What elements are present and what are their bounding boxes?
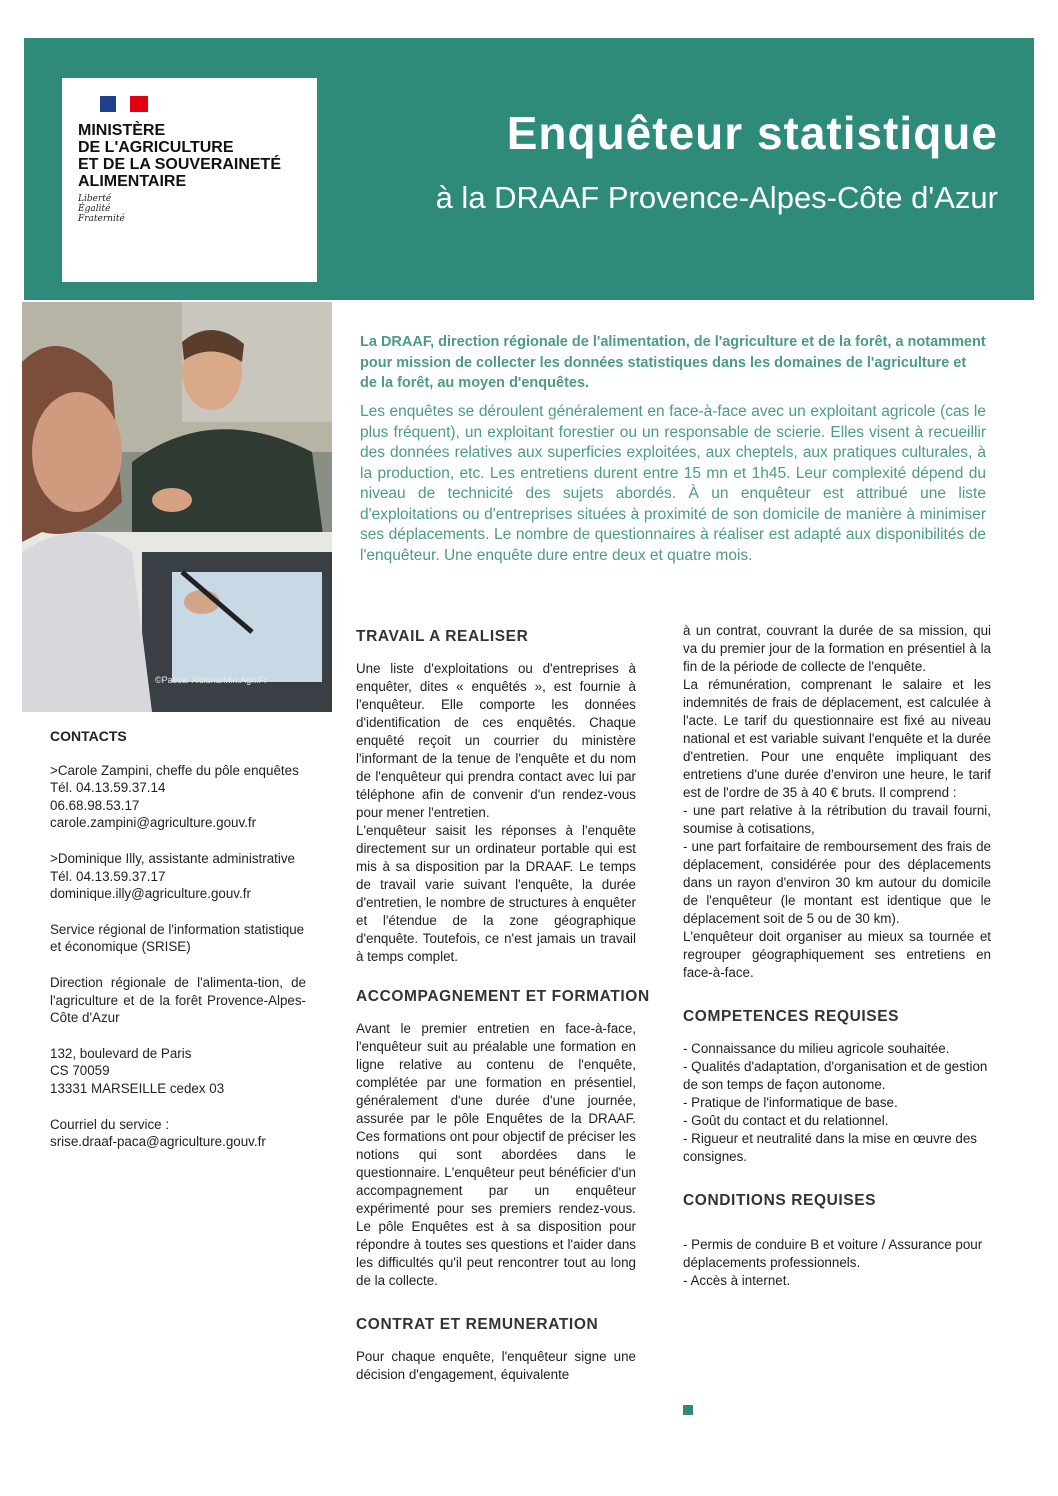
list-item: - Accès à internet. <box>683 1273 791 1288</box>
contact-phone: Tél. 04.13.59.37.14 <box>50 780 166 796</box>
ministry-line: ET DE LA SOUVERAINETÉ <box>78 156 281 173</box>
accompagnement-paragraph: Avant le premier entretien en face-à-face, l'enquêteur suit au préalable une formation en ligne relative au contenu de l'enquête, complétée par une formation en présentiel, généralement d'une durée d'une journée, assurée par le pôle Enquêtes de la DRAAF. Ces formations ont pour objectif de préciser les notions qui sont abordées dans le questionnaire. L'enquêteur peut bénéficier d'un accompagnement par un enquêteur expérimenté pour ses premiers rendez-vous. Le pôle Enquêtes est à sa disposition pour répondre à toutes ses questions et l'aider dans les difficultés qu'il peut rencontrer tout au long de la collecte. <box>356 1021 636 1288</box>
contact-phone: Tél. 04.13.59.37.17 <box>50 868 166 884</box>
contrat-paragraph: L'enquêteur doit organiser au mieux sa tournée et regrouper géographiquement ses entretiens en face-à-face. <box>683 929 991 980</box>
travail-heading: TRAVAIL A REALISER <box>356 628 529 645</box>
photo-credit: ©Pascal Xicluna/Min.Agri.Fr <box>155 675 268 685</box>
right-column <box>683 622 991 1290</box>
direction-name: Direction régionale de l'alimenta-tion, de l'agriculture et de la forêt Provence-Alpes-Côte d'Azur <box>50 974 306 1026</box>
list-item: - Rigueur et neutralité dans la mise en œuvre des consignes. <box>683 1131 977 1164</box>
contact-dominique <box>50 850 306 903</box>
ministry-name <box>78 122 281 190</box>
contacts-heading: CONTACTS <box>50 728 127 744</box>
middle-column <box>356 628 650 1384</box>
travail-paragraph: L'enquêteur saisit les réponses à l'enquête directement sur un ordinateur portable qui est mis à sa disposition par la DRAAF. Le temps de travail varie suivant l'enquête, la durée d'entretien, le nombre de structures à enquêter et l'étendue de la zone géographique d'enquête. Toutefois, ce n'est jamais un travail à temps complet. <box>356 823 636 964</box>
page-title: Enquêteur statistique <box>506 107 998 159</box>
ministry-logo <box>62 78 317 282</box>
contact-name: >Carole Zampini, cheffe du pôle enquêtes <box>50 762 299 778</box>
courriel-label: Courriel du service : <box>50 1116 170 1132</box>
french-flag-icon <box>100 96 150 112</box>
list-item: - Goût du contact et du relationnel. <box>683 1113 889 1128</box>
page-subtitle: à la DRAAF Provence-Alpes-Côte d'Azur <box>435 180 998 215</box>
address-line: 132, boulevard de Paris <box>50 1045 192 1061</box>
contact-email-link[interactable]: carole.zampini@agriculture.gouv.fr <box>50 815 257 831</box>
motto-line: Égalité <box>78 204 111 214</box>
travail-paragraph: Une liste d'exploitations ou d'entreprises à enquêter, dites « enquêtés », est fournie à l'enquêteur. Elle comporte les données d'identification de ces enquêtés. Chaque enquêté reçoit un courrier du ministère l'informant de la tenue de l'enquête et du nom de l'enquêteur qui prendra contact avec lui par téléphone afin de convenir d'un rendez-vous pour mener l'entretien. <box>356 661 636 820</box>
ministry-line: ALIMENTAIRE <box>78 173 187 190</box>
competences-heading: COMPETENCES REQUISES <box>683 1008 900 1025</box>
intro-lead: La DRAAF, direction régionale de l'alimentation, de l'agriculture et de la forêt, a notamment pour mission de collecter les données statistiques dans les domaines de l'agriculture et de la forêt, au moyen d'enquêtes. <box>360 334 986 391</box>
competences-list <box>683 1040 991 1166</box>
contrat-paragraph: La rémunération, comprenant le salaire et les indemnités de frais de déplacement, est calculée à l'acte. Le tarif du questionnaire est fixé au niveau national et est variable suivant l'enquête et la durée d'entretien. Pour une enquête impliquant des entretiens d'une durée d'environ une heure, le tarif est de l'ordre de 35 à 40 € bruts. Il comprend : <box>683 677 991 800</box>
contrat-paragraph: - une part relative à la rétribution du travail fourni, soumise à cotisations, <box>683 803 991 836</box>
list-item: - Permis de conduire B et voiture / Assurance pour déplacements professionnels. <box>683 1237 983 1270</box>
address-line: 13331 MARSEILLE cedex 03 <box>50 1080 225 1096</box>
list-item: - Qualités d'adaptation, d'organisation et de gestion de son temps de façon autonome. <box>683 1059 988 1092</box>
service-name: Service régional de l'information statistique et économique (SRISE) <box>50 921 305 955</box>
accompagnement-heading: ACCOMPAGNEMENT ET FORMATION <box>356 988 650 1005</box>
postal-address <box>50 1045 306 1098</box>
list-item: - Connaissance du milieu agricole souhaitée. <box>683 1041 950 1056</box>
photo-interview <box>22 302 332 712</box>
contact-carole <box>50 762 306 832</box>
conditions-heading: CONDITIONS REQUISES <box>683 1192 877 1209</box>
contrat-paragraph: Pour chaque enquête, l'enquêteur signe une décision d'engagement, équivalente <box>356 1349 636 1382</box>
contrat-heading: CONTRAT ET REMUNERATION <box>356 1316 599 1333</box>
contact-email-link[interactable]: dominique.illy@agriculture.gouv.fr <box>50 886 251 902</box>
ministry-line: DE L'AGRICULTURE <box>78 139 234 156</box>
contact-phone: 06.68.98.53.17 <box>50 797 140 813</box>
motto-line: Liberté <box>78 194 112 204</box>
ministry-line: MINISTÈRE <box>78 122 166 139</box>
service-email <box>50 1116 306 1151</box>
contacts-section <box>50 728 306 1169</box>
contrat-paragraph: à un contrat, couvrant la durée de sa mission, qui va du premier jour de la formation en présentiel à la fin de la période de collecte de l'enquête. <box>683 623 991 674</box>
contact-name: >Dominique Illy, assistante administrative <box>50 850 295 866</box>
motto-line: Fraternité <box>78 214 125 224</box>
header-banner <box>24 38 1034 300</box>
list-item: - Pratique de l'informatique de base. <box>683 1095 898 1110</box>
end-square-icon <box>683 1405 693 1415</box>
contrat-paragraph: - une part forfaitaire de remboursement des frais de déplacement, considérée pour des déplacements dans un rayon d'environ 30 km autour du domicile de l'enquêteur (le montant est identique que le déplacement soit de 5 ou de 30 km). <box>683 839 991 926</box>
intro-text: Les enquêtes se déroulent généralement en face-à-face avec un exploitant agricole (cas le plus fréquent), un exploitant forestier ou un responsable de scierie. Elles visent à recueillir des données relatives aux superficies exploitées, aux cheptels, aux pratiques culturales, à la production, etc. Les entretiens durent entre 15 mn et 1h45. Leur complexité dépend du niveau de technicité des sujets abordés. À un enquêteur est attribué une liste d'exploitations ou d'entreprises situées à proximité de son domicile de manière à minimiser ses déplacements. Le nombre de questionnaires à réaliser est adapté aux disponibilités de l'enquêteur. Une enquête dure entre deux et quatre mois. <box>360 403 986 564</box>
republic-motto <box>78 194 125 224</box>
conditions-list <box>683 1236 991 1290</box>
service-email-link[interactable]: srise.draaf-paca@agriculture.gouv.fr <box>50 1134 266 1150</box>
address-line: CS 70059 <box>50 1063 110 1079</box>
